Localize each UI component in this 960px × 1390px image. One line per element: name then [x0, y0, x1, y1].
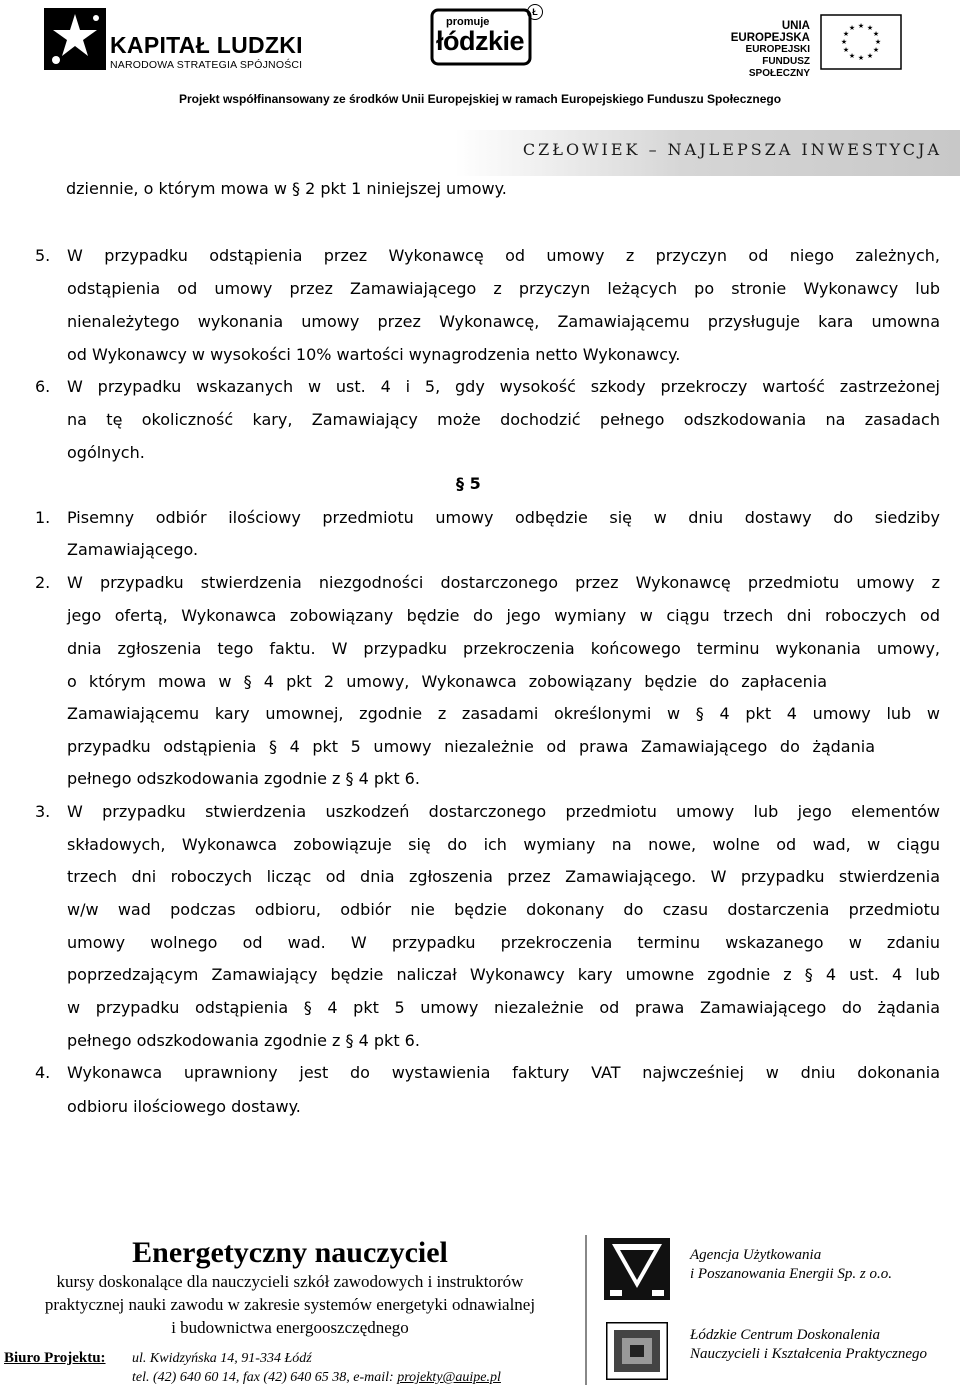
paragraph-line: na tę okoliczność kary, Zamawiający może dochodzić pełnego odszkodowania na zasadach: [67, 410, 940, 429]
paragraph-line: pełnego odszkodowania zgodnie z § 4 pkt 6.: [67, 1031, 420, 1050]
motto-bar: [455, 130, 960, 176]
org1-line-2: i Poszanowania Energii Sp. z o.o.: [690, 1266, 892, 1282]
paragraph-line: odbioru ilościowego dostawy.: [67, 1097, 301, 1116]
svg-text:★: ★: [842, 46, 850, 54]
svg-text:★: ★: [866, 52, 874, 60]
paragraph-line: w/w wad podczas odbioru, odbiór nie będzie dokonany do czasu dostarczenia przedmiotu: [67, 900, 940, 919]
footer-divider: [585, 1235, 587, 1385]
svg-text:★: ★: [842, 30, 850, 38]
org1-line-1: Agencja Użytkowania: [690, 1247, 822, 1263]
eu-line-2: EUROPEJSKI: [745, 44, 810, 55]
paragraph-line: umowy wolnego od wad. W przypadku przekroczenia terminu wskazanego w zdaniu: [67, 933, 940, 952]
paragraph-line: o którym mowa w § 4 pkt 2 umowy, Wykonawca zobowiązany będzie do zapłacenia: [67, 672, 827, 691]
lcdnikp-logo: [606, 1322, 668, 1380]
paragraph-line: Zamawiającego.: [67, 540, 199, 559]
paragraph-line: Pisemny odbiór ilościowy przedmiotu umowy odbędzie się w dniu dostawy do siedziby: [67, 508, 940, 527]
item-number: 4.: [35, 1063, 51, 1082]
project-office-label: Biuro Projektu:: [4, 1350, 106, 1366]
svg-text:★: ★: [866, 24, 874, 32]
paragraph-line: poprzedzającym Zamawiający będzie naliczał Wykonawcy kary umowne zgodnie z § 4 ust. 4 lub: [67, 965, 940, 984]
motto-text: CZŁOWIEK – NAJLEPSZA INWESTYCJA: [522, 140, 942, 159]
intro-line: dziennie, o którym mowa w § 2 pkt 1 niniejszej umowy.: [66, 179, 507, 198]
item-number: 5.: [35, 246, 51, 265]
paragraph-line: w przypadku odstąpienia § 4 pkt 5 umowy niezależnie od prawa Zamawiającego do żądania: [67, 998, 940, 1017]
paragraph-line: W przypadku wskazanych w ust. 4 i 5, gdy wysokość szkody przekroczy wartość zastrzeżonej: [67, 377, 940, 396]
svg-text:★: ★: [840, 38, 848, 46]
paragraph-line: od Wykonawcy w wysokości 10% wartości wynagrodzenia netto Wykonawcy.: [67, 345, 681, 364]
office-contact: [132, 1370, 501, 1386]
footer-subtitle-2: praktycznej nauki zawodu w zakresie systemów energetyki odnawialnej: [44, 1295, 536, 1314]
paragraph-line: składowych, Wykonawca zobowiązuje się do ich wymiany na nowe, wolne od wad, w ciągu: [67, 835, 940, 854]
office-address: ul. Kwidzyńska 14, 91-334 Łódź: [132, 1351, 312, 1366]
kapital-ludzki-logo: [44, 8, 106, 70]
item-number: 6.: [35, 377, 51, 396]
eu-line-3: FUNDUSZ SPOŁECZNY: [748, 56, 810, 79]
office-contact-phones: tel. (42) 640 60 14, fax (42) 640 65 38, e-mail:: [132, 1370, 398, 1385]
footer-subtitle-3: i budownictwa energooszczędnego: [171, 1318, 409, 1337]
paragraph-line: odstąpienia od umowy przez Zamawiającego z przyczyn leżących po stronie Wykonawcy lub: [67, 279, 940, 298]
lodzkie-name: łódzkie: [436, 26, 525, 56]
aupe-logo: [604, 1238, 670, 1300]
svg-text:★: ★: [848, 52, 856, 60]
lodzkie-promuje-text: promuje: [446, 16, 490, 28]
office-email-link[interactable]: projekty@auipe.pl: [397, 1370, 501, 1385]
svg-text:★: ★: [874, 38, 882, 46]
svg-text:★: ★: [857, 22, 865, 30]
eu-flag-icon: [820, 14, 902, 70]
paragraph-line: ogólnych.: [67, 443, 145, 462]
item-number: 2.: [35, 573, 51, 592]
page-header: [0, 0, 960, 180]
lodzkie-reg-mark: Ł: [527, 4, 543, 20]
project-funding-line: Projekt współfinansowany ze środków Unii Europejskiej w ramach Europejskiego Funduszu Społecznego: [178, 92, 782, 106]
eu-line-1: UNIA EUROPEJSKA: [730, 20, 810, 44]
paragraph-line: przypadku odstąpienia § 4 pkt 5 umowy niezależnie od prawa Zamawiającego do żądania: [67, 737, 875, 756]
paragraph-line: W przypadku odstąpienia przez Wykonawcę od umowy z przyczyn od niego zależnych,: [67, 246, 940, 265]
footer-subtitle-1: kursy doskonalące dla nauczycieli szkół zawodowych i instruktorów: [56, 1272, 524, 1291]
paragraph-line: pełnego odszkodowania zgodnie z § 4 pkt 6.: [67, 769, 420, 788]
footer-title: Energetyczny nauczyciel: [132, 1236, 448, 1269]
svg-text:★: ★: [848, 24, 856, 32]
svg-text:★: ★: [872, 46, 880, 54]
paragraph-line: Zamawiającemu kary umownej, zgodnie z zasadami określonymi w § 4 pkt 4 umowy lub w: [67, 704, 940, 723]
item-number: 3.: [35, 802, 51, 821]
paragraph-line: W przypadku stwierdzenia uszkodzeń dostarczonego przedmiotu umowy lub jego elementów: [67, 802, 940, 821]
svg-text:★: ★: [857, 54, 865, 62]
section-heading: § 5: [456, 474, 481, 493]
paragraph-line: nienależytego wykonania umowy przez Wykonawcę, Zamawiającemu przysługuje kara umowna: [67, 312, 940, 331]
item-number: 1.: [35, 508, 51, 527]
paragraph-line: jego ofertą, Wykonawca zobowiązany będzie do jego wymiany w ciągu trzech dni roboczych od: [67, 606, 940, 625]
org2-line-2: Nauczycieli i Kształcenia Praktycznego: [690, 1346, 928, 1362]
org2-line-1: Łódzkie Centrum Doskonalenia: [690, 1327, 880, 1343]
kapital-ludzki-subtitle: NARODOWA STRATEGIA SPÓJNOŚCI: [110, 59, 303, 71]
paragraph-line: dnia zgłoszenia tego faktu. W przypadku przekroczenia końcowego terminu wykonania umowy,: [67, 639, 940, 658]
paragraph-line: W przypadku stwierdzenia niezgodności dostarczonego przez Wykonawcę przedmiotu umowy z: [67, 573, 940, 592]
paragraph-line: trzech dni roboczych licząc od dnia zgłoszenia przez Zamawiającego. W przypadku stwierdzenia: [67, 867, 940, 886]
paragraph-line: Wykonawca uprawniony jest do wystawienia faktury VAT najwcześniej w dniu dokonania: [67, 1063, 940, 1082]
svg-text:★: ★: [872, 30, 880, 38]
eu-label: [700, 20, 810, 80]
kapital-ludzki-title: KAPITAŁ LUDZKI: [110, 32, 303, 58]
